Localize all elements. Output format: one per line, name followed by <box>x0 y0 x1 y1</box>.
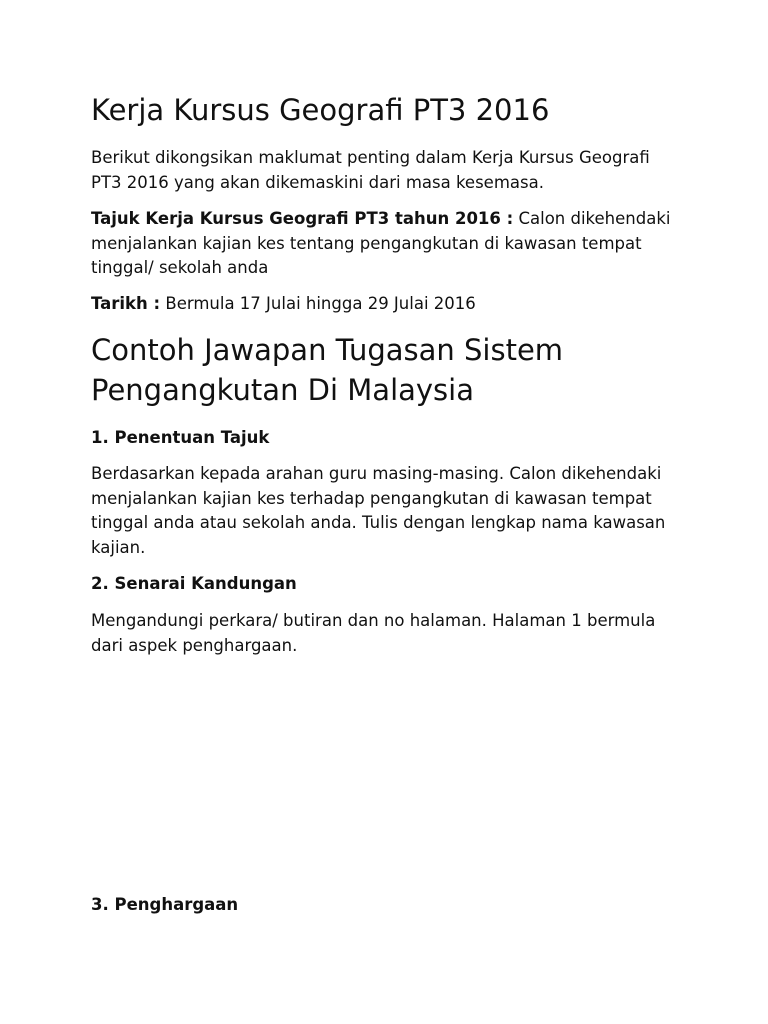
section-2-body: Mengandungi perkara/ butiran dan no halaman. Halaman 1 bermula dari aspek penghargaan. <box>91 611 656 655</box>
tarikh-label: Tarikh : <box>91 294 161 313</box>
tajuk-label: Tajuk Kerja Kursus Geografi PT3 tahun 2016 : <box>91 209 514 228</box>
section-2-heading: 2. Senarai Kandungan <box>91 574 297 593</box>
section-3-heading: 3. Penghargaan <box>91 895 239 914</box>
section-1-body: Berdasarkan kepada arahan guru masing-masing. Calon dikehendaki menjalankan kajian kes terhadap pengangkutan di kawasan tempat tinggal anda atau sekolah anda. Tulis dengan lengkap nama kawasan kajian. <box>91 464 666 557</box>
tajuk-paragraph <box>91 207 681 281</box>
intro-paragraph: Berikut dikongsikan maklumat penting dalam Kerja Kursus Geografi PT3 2016 yang akan dikemaskini dari masa kesemasa. <box>91 148 650 192</box>
tarikh-text: Bermula 17 Julai hingga 29 Julai 2016 <box>160 294 476 313</box>
tajuk-text: Calon dikehendaki menjalankan kajian kes tentang pengangkutan di kawasan tempat tinggal/ sekolah anda <box>91 209 671 277</box>
page-title: Kerja Kursus Geografi PT3 2016 <box>91 93 550 127</box>
section-1-heading: 1. Penentuan Tajuk <box>91 428 270 447</box>
tarikh-paragraph <box>91 292 681 317</box>
section-heading: Contoh Jawapan Tugasan Sistem Pengangkutan Di Malaysia <box>91 333 564 407</box>
